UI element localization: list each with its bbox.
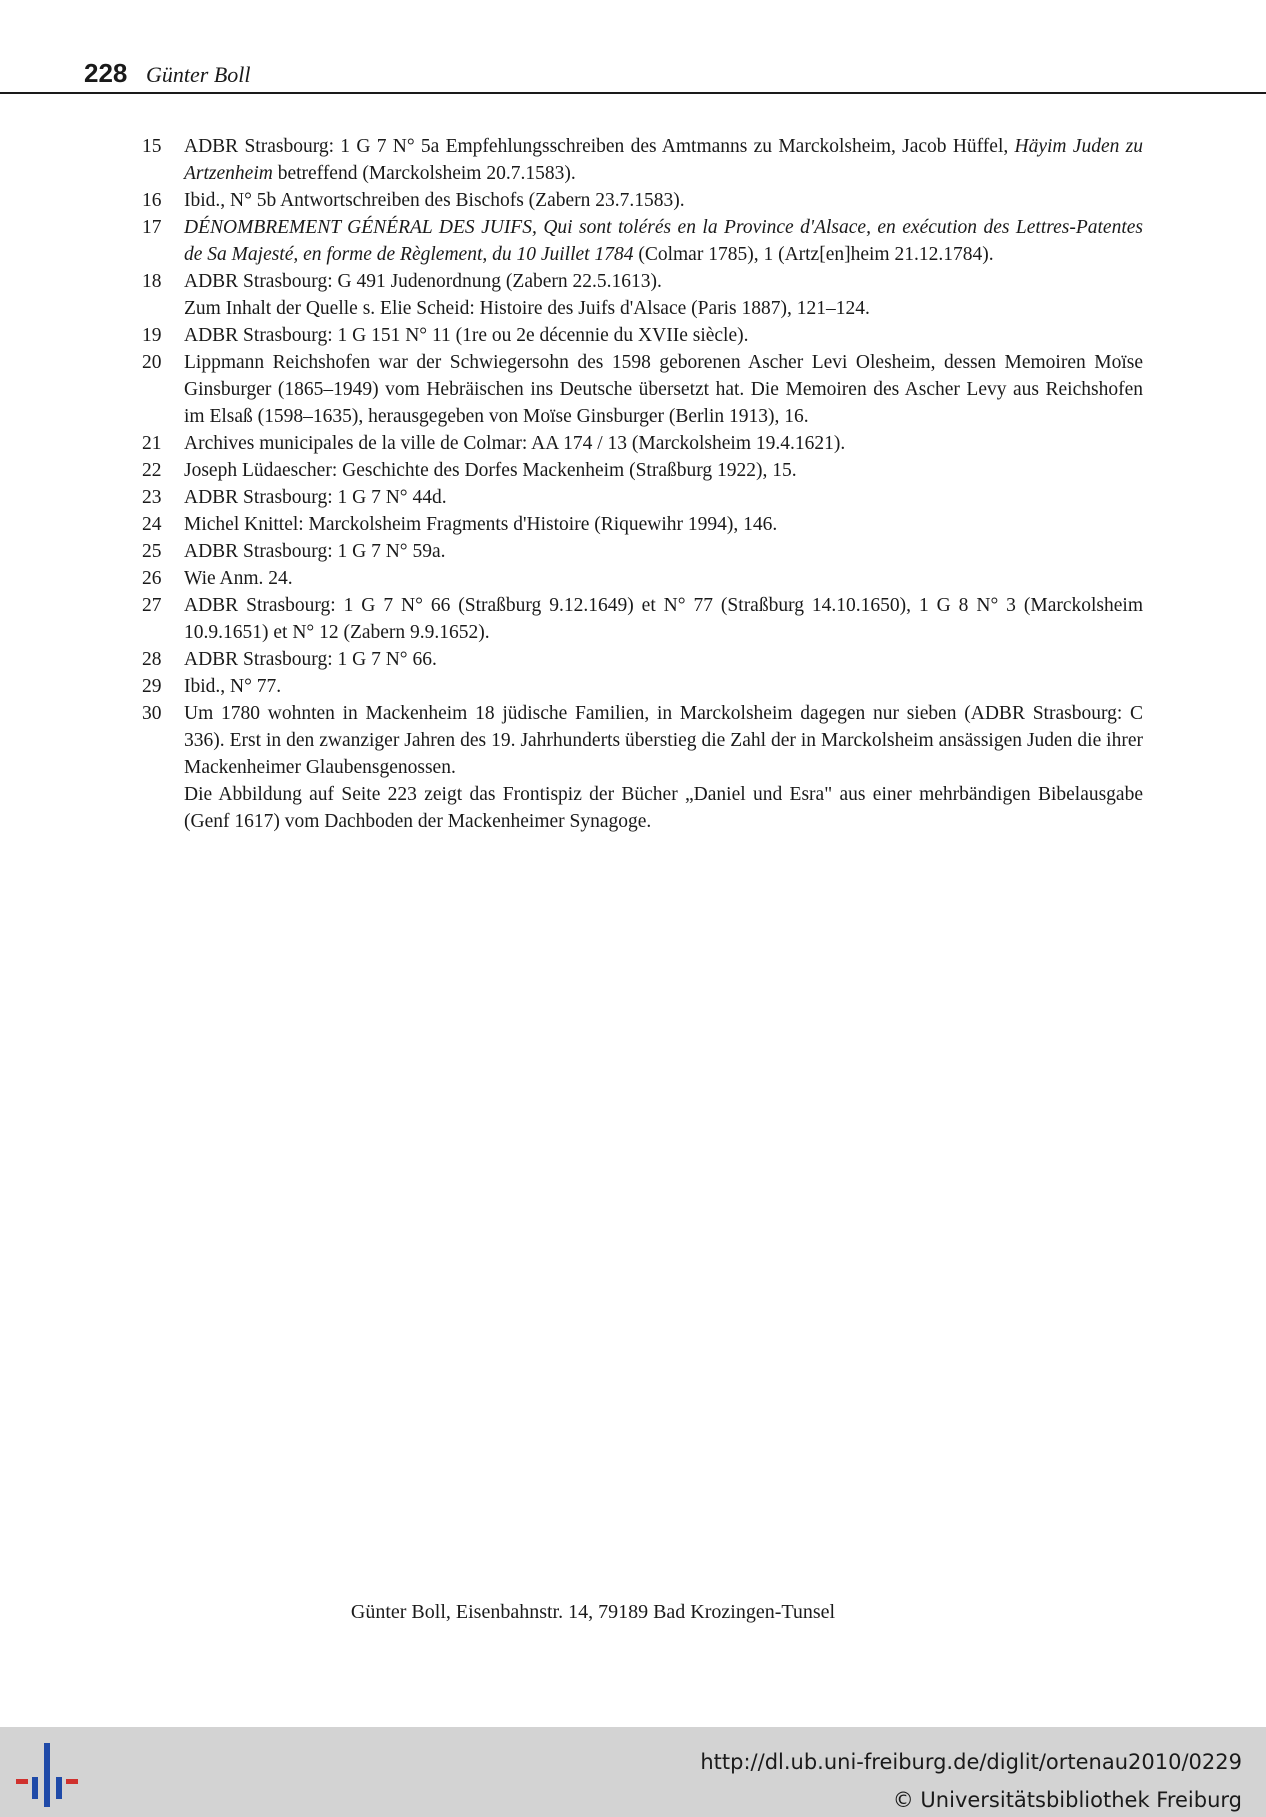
endnote-text: [184, 214, 1143, 268]
endnote-item: [142, 646, 1143, 673]
endnote-text: [184, 484, 1143, 511]
endnote-item: [142, 133, 1143, 187]
endnote-item: [142, 457, 1143, 484]
endnote-segment: Ibid., N° 5b Antwortschreiben des Bischofs (Zabern 23.7.1583).: [184, 190, 685, 211]
endnotes-list: [142, 133, 1143, 835]
endnote-segment: Die Abbildung auf Seite 223 zeigt das Frontispiz der Bücher „Daniel und Esra" aus einer mehrbändigen Bibelausgabe (Genf 1617) vom Dachboden der Mackenheimer Synagoge.: [184, 784, 1143, 832]
endnote-number: 22: [142, 460, 162, 481]
endnote-paragraph: [184, 511, 1143, 538]
endnote-segment: Michel Knittel: Marckolsheim Fragments d'Histoire (Riquewihr 1994), 146.: [184, 514, 778, 535]
endnote-number: 27: [142, 595, 162, 616]
endnote-text: [184, 349, 1143, 430]
endnote-number: 28: [142, 649, 162, 670]
endnote-text: [184, 511, 1143, 538]
endnote-segment: Ibid., N° 77.: [184, 676, 282, 697]
endnote-paragraph: [184, 646, 1143, 673]
endnote-number: 30: [142, 703, 162, 724]
endnote-item: [142, 349, 1143, 430]
endnote-item: [142, 430, 1143, 457]
endnote-text: [184, 268, 1143, 322]
italic-title: DÉNOMBREMENT GÉNÉRAL DES JUIFS, Qui sont tolérés en la Province d'Alsace, en exécution des Lettres-Patentes de Sa Majesté, en forme de Règlement, du 10 Juillet 1784: [184, 217, 1143, 265]
endnote-paragraph: [184, 673, 1143, 700]
endnote-paragraph: [184, 700, 1143, 781]
endnote-item: [142, 322, 1143, 349]
endnote-segment: Um 1780 wohnten in Mackenheim 18 jüdische Familien, in Marckolsheim dagegen nur sieben (ADBR Strasbourg: C 336). Erst in den zwanziger Jahren des 19. Jahrhunderts überstieg die Zahl der in Marckolsheim ansässigen Juden die ihrer Mackenheimer Glaubensgenossen.: [184, 703, 1143, 778]
endnote-paragraph: [184, 133, 1143, 187]
endnote-segment: betreffend (Marckolsheim 20.7.1583).: [272, 163, 576, 184]
endnote-item: [142, 484, 1143, 511]
endnote-number: 21: [142, 433, 162, 454]
endnote-text: [184, 592, 1143, 646]
endnote-item: [142, 538, 1143, 565]
endnote-segment: Wie Anm. 24.: [184, 568, 293, 589]
endnote-paragraph: [184, 484, 1143, 511]
endnote-text: [184, 457, 1143, 484]
footer-bar: [0, 1727, 1266, 1817]
endnote-paragraph: [184, 565, 1143, 592]
endnote-text: [184, 187, 1143, 214]
endnote-text: [184, 565, 1143, 592]
endnote-paragraph: [184, 781, 1143, 835]
endnote-paragraph: [184, 592, 1143, 646]
endnote-text: [184, 646, 1143, 673]
endnote-segment: ADBR Strasbourg: 1 G 7 N° 66.: [184, 649, 437, 670]
endnote-number: 17: [142, 217, 162, 238]
page-header: [0, 56, 1266, 94]
endnote-number: 18: [142, 271, 162, 292]
endnote-segment: ADBR Strasbourg: G 491 Judenordnung (Zabern 22.5.1613).: [184, 271, 662, 292]
endnote-number: 20: [142, 352, 162, 373]
endnote-segment: Archives municipales de la ville de Colmar: AA 174 / 13 (Marckolsheim 19.4.1621).: [184, 433, 846, 454]
endnote-text: [184, 673, 1143, 700]
endnote-paragraph: [184, 457, 1143, 484]
endnote-paragraph: [184, 295, 1143, 322]
endnote-item: [142, 511, 1143, 538]
endnote-number: 26: [142, 568, 162, 589]
endnote-item: [142, 592, 1143, 646]
endnote-segment: (Colmar 1785), 1 (Artz[en]heim 21.12.1784).: [633, 244, 994, 265]
endnote-segment: ADBR Strasbourg: 1 G 7 N° 5a Empfehlungsschreiben des Amtmanns zu Marckolsheim, Jacob Hüffel,: [184, 136, 1015, 157]
endnote-item: [142, 187, 1143, 214]
endnote-segment: Lippmann Reichshofen war der Schwiegersohn des 1598 geborenen Ascher Levi Olesheim, dessen Memoiren Moïse Ginsburger (1865–1949) vom Hebräischen ins Deutsche übersetzt hat. Die Memoiren des Ascher Levy aus Reichshofen im Elsaß (1598–1635), herausgegeben von Moïse Ginsburger (Berlin 1913), 16.: [184, 352, 1143, 427]
endnote-number: 29: [142, 676, 162, 697]
endnote-segment: ADBR Strasbourg: 1 G 7 N° 59a.: [184, 541, 446, 562]
endnote-paragraph: [184, 187, 1143, 214]
endnote-segment: Zum Inhalt der Quelle s. Elie Scheid: Histoire des Juifs d'Alsace (Paris 1887), 121–124.: [184, 298, 870, 319]
ub-freiburg-logo-icon: [14, 1741, 80, 1809]
running-head: Günter Boll: [146, 62, 251, 87]
copyright-notice: © Universitätsbibliothek Freiburg: [892, 1788, 1242, 1812]
endnote-text: [184, 133, 1143, 187]
italic-title: Häyim Juden zu Artzenheim: [184, 136, 1143, 184]
endnote-number: 24: [142, 514, 162, 535]
endnote-text: [184, 700, 1143, 835]
endnote-item: [142, 565, 1143, 592]
endnote-item: [142, 700, 1143, 835]
endnote-number: 19: [142, 325, 162, 346]
endnote-item: [142, 673, 1143, 700]
permalink-url[interactable]: http://dl.ub.uni-freiburg.de/diglit/ortenau2010/0229: [700, 1750, 1242, 1774]
endnote-segment: ADBR Strasbourg: 1 G 7 N° 44d.: [184, 487, 447, 508]
endnote-text: [184, 430, 1143, 457]
endnote-paragraph: [184, 538, 1143, 565]
endnote-paragraph: [184, 268, 1143, 295]
endnote-text: [184, 538, 1143, 565]
endnote-paragraph: [184, 430, 1143, 457]
endnote-paragraph: [184, 349, 1143, 430]
author-address: Günter Boll, Eisenbahnstr. 14, 79189 Bad Krozingen-Tunsel: [350, 1601, 836, 1623]
endnote-paragraph: [184, 214, 1143, 268]
endnote-number: 16: [142, 190, 162, 211]
endnote-segment: Joseph Lüdaescher: Geschichte des Dorfes Mackenheim (Straßburg 1922), 15.: [184, 460, 797, 481]
endnote-number: 25: [142, 541, 162, 562]
endnote-segment: ADBR Strasbourg: 1 G 151 N° 11 (1re ou 2e décennie du XVIIe siècle).: [184, 325, 749, 346]
endnote-text: [184, 322, 1143, 349]
endnote-item: [142, 268, 1143, 322]
endnote-number: 23: [142, 487, 162, 508]
endnote-number: 15: [142, 136, 162, 157]
endnote-segment: ADBR Strasbourg: 1 G 7 N° 66 (Straßburg 9.12.1649) et N° 77 (Straßburg 14.10.1650), 1 G 8 N° 3 (Marckolsheim 10.9.1651) et N° 12 (Zabern 9.9.1652).: [184, 595, 1143, 643]
endnote-item: [142, 214, 1143, 268]
endnote-paragraph: [184, 322, 1143, 349]
page-number: 228: [84, 58, 128, 88]
